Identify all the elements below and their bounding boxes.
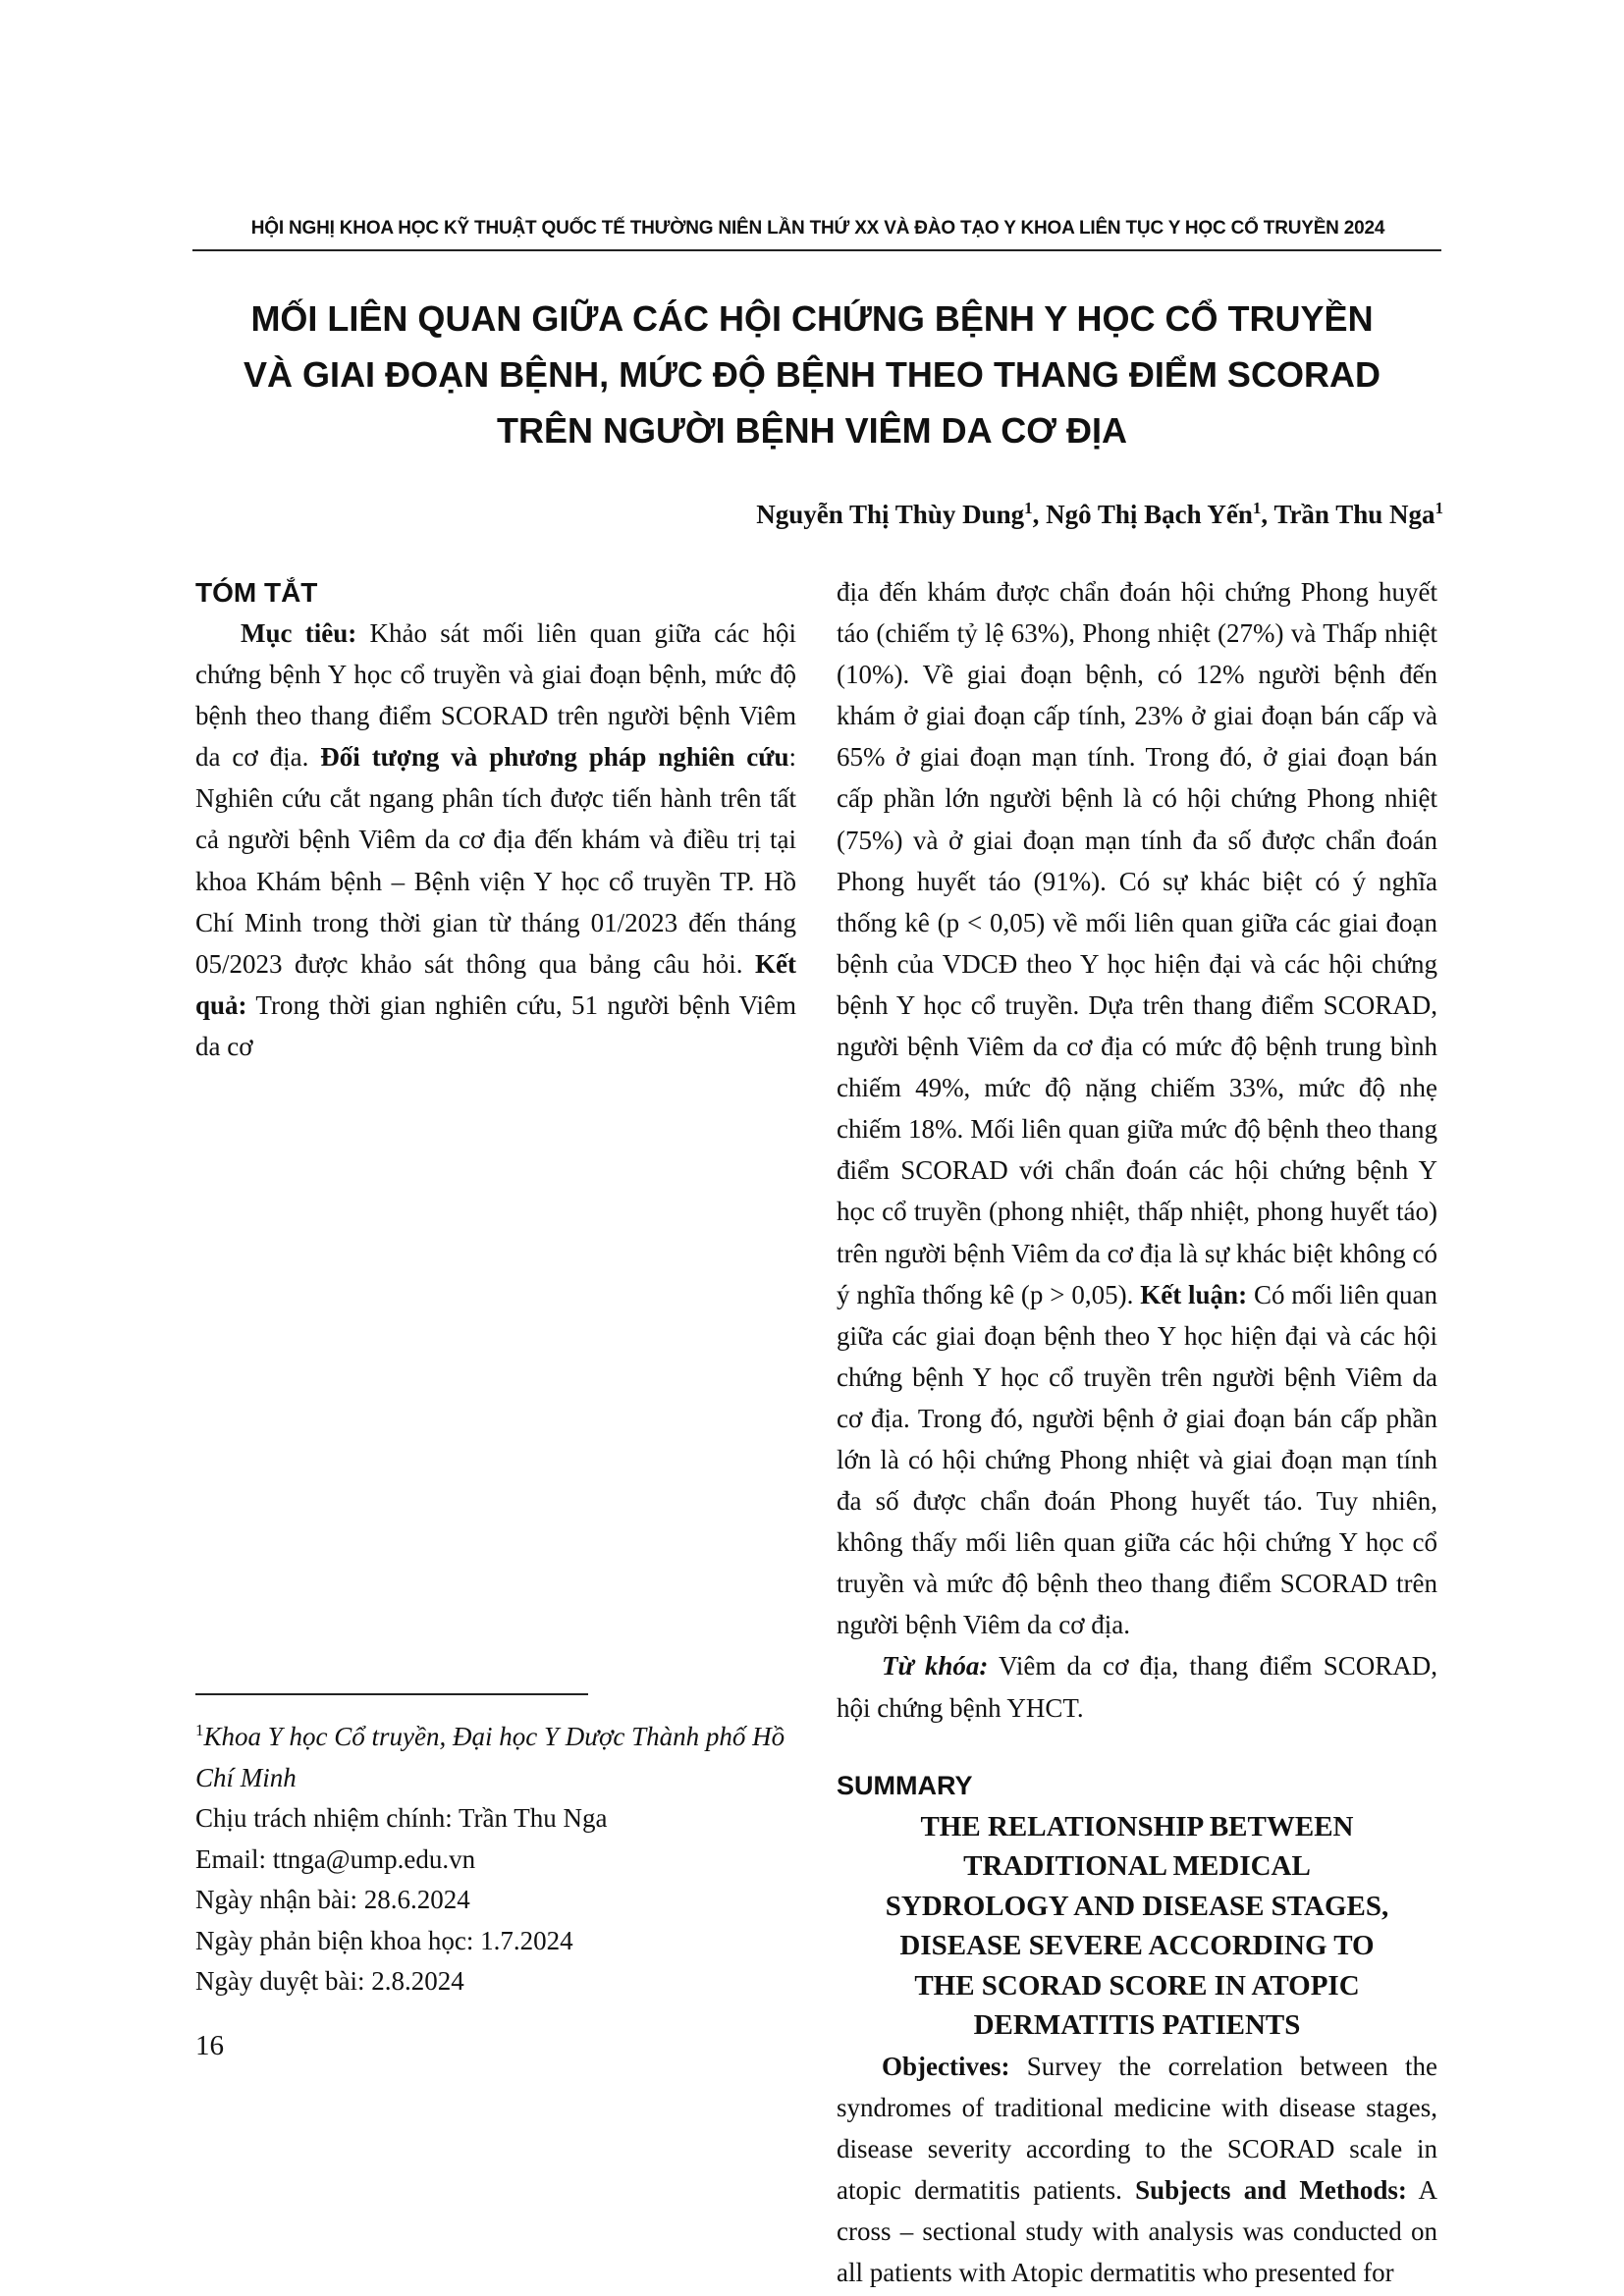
author-name: Nguyễn Thị Thùy Dung: [756, 500, 1025, 529]
footnote-affiliation-text: Khoa Y học Cổ truyền, Đại học Y Dược Thành phố Hồ Chí Minh: [195, 1722, 785, 1792]
paper-title-line: VÀ GIAI ĐOẠN BỆNH, MỨC ĐỘ BỆNH THEO THANG ĐIỂM SCORAD: [244, 354, 1380, 395]
results-text-part: Trong thời gian nghiên cứu, 51 người bệnh Viêm da cơ: [195, 989, 796, 1061]
subjects-methods-label: Subjects and Methods:: [1135, 2174, 1407, 2205]
results-text-part: địa đến khám được chẩn đoán hội chứng Phong huyết táo (chiếm tỷ lệ 63%), Phong nhiệt (27%) và Thấp nhiệt (10%). Về giai đoạn bệnh, có 12% người bệnh đến khám ở giai đoạn cấp tính, 23% ở giai đoạn bán cấp và 65% ở giai đoạn mạn tính. Trong đó, ở giai đoạn bán cấp phần lớn người bệnh là có hội chứng Phong nhiệt (75%) và ở giai đoạn mạn tính đa số được chẩn đoán Phong huyết táo (91%). Có sự khác biệt có ý nghĩa thống kê (p < 0,05) về mối liên quan giữa các giai đoạn bệnh của VDCĐ theo Y học hiện đại và các hội chứng bệnh Y học cổ truyền. Dựa trên thang điểm SCORAD, người bệnh Viêm da cơ địa có mức độ bệnh trung bình chiếm 49%, mức độ nặng chiếm 33%, mức độ nhẹ chiếm 18%. Mối liên quan giữa mức độ bệnh theo thang điểm SCORAD với chẩn đoán các hội chứng bệnh Y học cổ truyền (phong nhiệt, thấp nhiệt, phong huyết táo) trên người bệnh Viêm da cơ địa là sự khác biệt không có ý nghĩa thống kê (p > 0,05).: [837, 577, 1437, 1309]
author-name: Ngô Thị Bạch Yến: [1046, 500, 1253, 529]
footnote-affiliation-mark: 1: [195, 1721, 204, 1739]
footnote-affiliation: [195, 1710, 796, 1798]
english-title-line: THE RELATIONSHIP BETWEEN: [920, 1810, 1354, 1842]
paper-title-line: MỐI LIÊN QUAN GIỮA CÁC HỘI CHỨNG BỆNH Y HỌC CỔ TRUYỀN: [250, 298, 1374, 339]
page-number: 16: [195, 2030, 224, 2061]
keywords-paragraph: [837, 1645, 1437, 1728]
english-title-line: SYDROLOGY AND DISEASE STAGES,: [885, 1890, 1389, 1922]
abstract-left-column: [195, 613, 796, 1067]
summary-paragraph: [837, 2046, 1437, 2294]
footnote-corresponding: Chịu trách nhiệm chính: Trần Thu Nga: [195, 1803, 608, 1833]
author-name: Trần Thu Nga: [1273, 500, 1435, 529]
conclusion-text: Có mối liên quan giữa các giai đoạn bệnh theo Y học hiện đại và các hội chứng bệnh Y học cổ truyền trên người bệnh Viêm da cơ địa. Trong đó, người bệnh ở giai đoạn bán cấp phần lớn là có hội chứng Phong nhiệt và giai đoạn mạn tính đa số được chẩn đoán Phong huyết táo. Tuy nhiên, không thấy mối liên quan giữa các hội chứng Y học cổ truyền và mức độ bệnh theo thang điểm SCORAD trên người bệnh Viêm da cơ địa.: [837, 1279, 1437, 1640]
author-list: [756, 499, 1443, 530]
summary-heading: SUMMARY: [837, 1770, 973, 1800]
paper-title-line: TRÊN NGƯỜI BỆNH VIÊM DA CƠ ĐỊA: [497, 410, 1127, 451]
footnote-rule: [195, 1693, 588, 1695]
running-header: HỘI NGHỊ KHOA HỌC KỸ THUẬT QUỐC TẾ THƯỜNG NIÊN LẦN THỨ XX VÀ ĐÀO TẠO Y KHOA LIÊN TỤC Y HỌC CỔ TRUYỀN 2024: [250, 218, 1385, 239]
objectives-text: Survey the correlation between the syndromes of traditional medicine with disease stages, disease severity according to the SCORAD scale in atopic dermatitis patients.: [837, 2051, 1437, 2205]
objective-text: Khảo sát mối liên quan giữa các hội chứng bệnh Y học cổ truyền và giai đoạn bệnh, mức độ bệnh theo thang điểm SCORAD trên người bệnh Viêm da cơ địa.: [195, 618, 796, 773]
english-title-line: DISEASE SEVERE ACCORDING TO: [899, 1930, 1375, 1962]
objectives-label: Objectives:: [882, 2051, 1010, 2081]
methods-label: Đối tượng và phương pháp nghiên cứu: [320, 742, 789, 773]
author-affiliation-mark: 1: [1252, 499, 1262, 517]
header-rule: [192, 249, 1441, 251]
keywords-label: Từ khóa:: [882, 1651, 989, 1682]
subjects-methods-text: A cross – sectional study with analysis was conducted on all patients with Atopic dermatitis who presented for: [837, 2174, 1437, 2288]
english-title-line: THE SCORAD SCORE IN ATOPIC: [914, 1969, 1360, 2002]
english-title-line: DERMATITIS PATIENTS: [973, 2009, 1301, 2042]
english-title-line: TRADITIONAL MEDICAL: [963, 1850, 1311, 1883]
author-separator: ,: [1032, 500, 1047, 529]
keywords-text: Viêm da cơ địa, thang điểm SCORAD, hội chứng bệnh YHCT.: [837, 1651, 1437, 1723]
abstract-paragraph: [195, 613, 796, 1067]
footnote-email: Email: ttnga@ump.edu.vn: [195, 1843, 476, 1874]
abstract-heading: TÓM TẮT: [195, 577, 318, 608]
author-affiliation-mark: 1: [1435, 499, 1443, 517]
footnote-reviewed: Ngày phản biện khoa học: 1.7.2024: [195, 1925, 573, 1955]
footnotes: [195, 1710, 796, 2002]
english-title: [837, 1807, 1437, 2046]
author-separator: ,: [1261, 500, 1274, 529]
abstract-continuation: [837, 571, 1437, 1645]
results-label: Kết quả:: [195, 948, 796, 1020]
footnote-accepted: Ngày duyệt bài: 2.8.2024: [195, 1966, 464, 1996]
abstract-right-column: [837, 571, 1437, 2293]
paper-title: [157, 291, 1467, 458]
author-affiliation-mark: 1: [1024, 499, 1033, 517]
methods-text: : Nghiên cứu cắt ngang phân tích được tiến hành trên tất cả người bệnh Viêm da cơ địa đến khám và điều trị tại khoa Khám bệnh – Bệnh viện Y học cổ truyền TP. Hồ Chí Minh trong thời gian từ tháng 01/2023 đến tháng 05/2023 được khảo sát thông qua bảng câu hỏi.: [195, 742, 796, 979]
footnote-received: Ngày nhận bài: 28.6.2024: [195, 1885, 470, 1914]
objective-label: Mục tiêu:: [241, 618, 357, 648]
conclusion-label: Kết luận:: [1140, 1279, 1248, 1309]
